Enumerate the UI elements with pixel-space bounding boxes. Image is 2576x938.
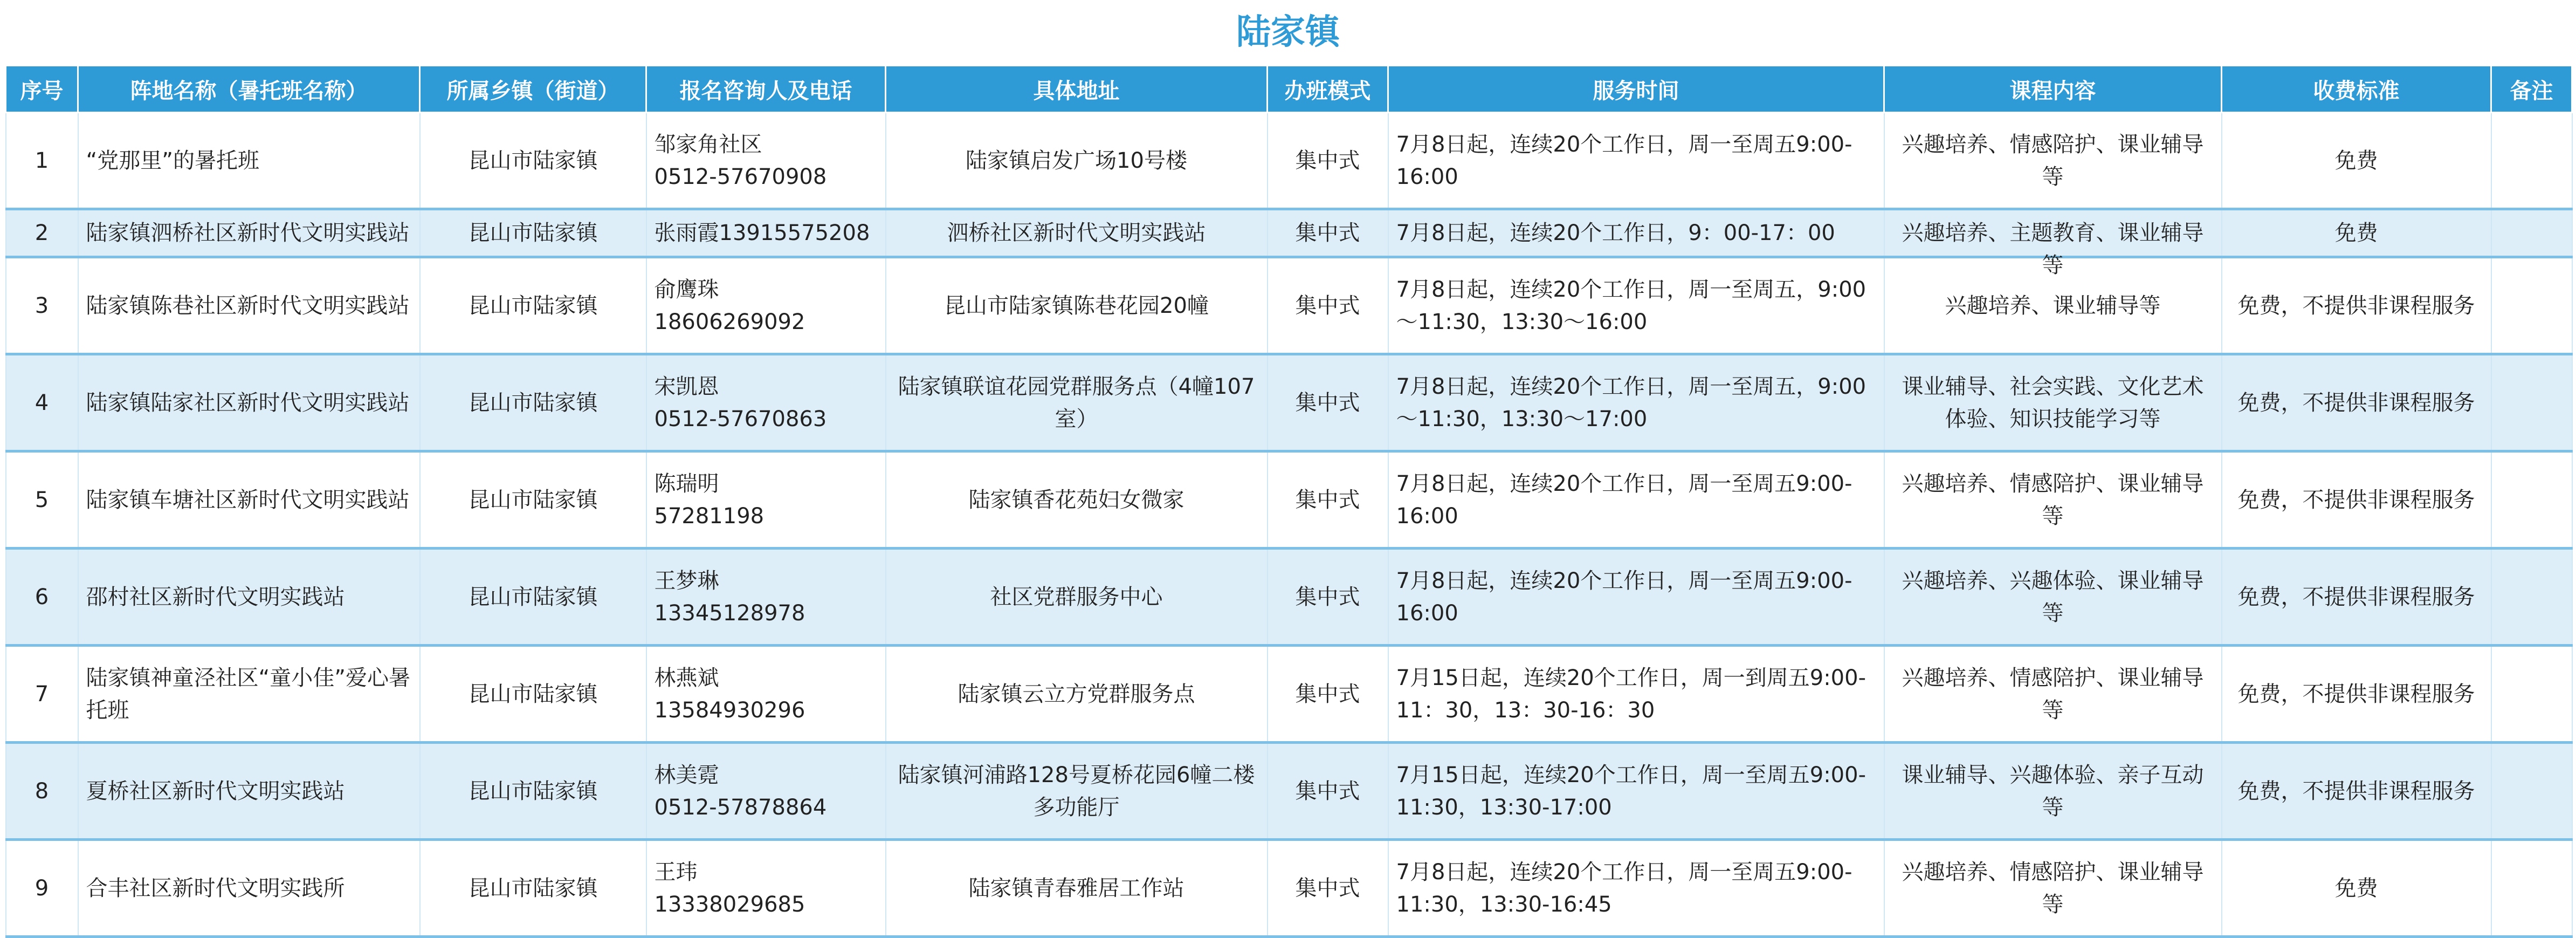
cell-note <box>2491 840 2572 937</box>
cell-fee: 免费 <box>2222 209 2491 257</box>
cell-time: 7月8日起，连续20个工作日，周一至周五9:00-16:00 <box>1388 113 1884 209</box>
cell-course: 课业辅导、兴趣体验、亲子互动等 <box>1884 743 2222 840</box>
table-row <box>6 113 2572 209</box>
cell-town: 昆山市陆家镇 <box>420 549 646 646</box>
cell-note <box>2491 451 2572 549</box>
cell-fee: 免费，不提供非课程服务 <box>2222 743 2491 840</box>
cell-time: 7月8日起，连续20个工作日，9：00-17：00 <box>1388 209 1884 257</box>
contact-phone: 0512-57670863 <box>654 406 827 432</box>
cell-note <box>2491 646 2572 743</box>
cell-address: 泗桥社区新时代文明实践站 <box>886 209 1268 257</box>
contact-name: 王梦琳 <box>654 568 719 593</box>
table-row <box>6 646 2572 743</box>
column-header: 收费标准 <box>2222 66 2491 113</box>
table-row <box>6 354 2572 451</box>
cell-note <box>2491 257 2572 354</box>
cell-no: 4 <box>6 354 78 451</box>
cell-address: 陆家镇云立方党群服务点 <box>886 646 1268 743</box>
cell-course: 兴趣培养、情感陪护、课业辅导等 <box>1884 113 2222 209</box>
contact-phone: 18606269092 <box>654 309 805 334</box>
column-header: 序号 <box>6 66 78 113</box>
cell-town: 昆山市陆家镇 <box>420 113 646 209</box>
table-row <box>6 209 2572 257</box>
contact-phone: 13338029685 <box>654 892 805 917</box>
cell-name: 合丰社区新时代文明实践所 <box>78 840 420 937</box>
cell-town: 昆山市陆家镇 <box>420 840 646 937</box>
cell-address: 陆家镇香花苑妇女微家 <box>886 451 1268 549</box>
column-header: 具体地址 <box>886 66 1268 113</box>
table-row <box>6 451 2572 549</box>
contact-phone: 13345128978 <box>654 600 805 626</box>
cell-note <box>2491 354 2572 451</box>
column-header: 所属乡镇（街道） <box>420 66 646 113</box>
cell-contact <box>646 113 886 209</box>
cell-address: 陆家镇启发广场10号楼 <box>886 113 1268 209</box>
cell-mode: 集中式 <box>1268 209 1388 257</box>
cell-time: 7月8日起，连续20个工作日，周一至周五，9:00～11:30，13:30～16:00 <box>1388 257 1884 354</box>
cell-no: 1 <box>6 113 78 209</box>
cell-address: 陆家镇联谊花园党群服务点（4幢107室） <box>886 354 1268 451</box>
cell-time: 7月8日起，连续20个工作日，周一至周五，9:00～11:30，13:30～17:00 <box>1388 354 1884 451</box>
column-header: 备注 <box>2491 66 2572 113</box>
contact-name: 邹家角社区 <box>654 132 762 157</box>
cell-contact <box>646 209 886 257</box>
cell-mode: 集中式 <box>1268 840 1388 937</box>
schedule-table <box>5 65 2573 938</box>
contact-phone: 0512-57878864 <box>654 795 827 820</box>
cell-note <box>2491 113 2572 209</box>
cell-address: 昆山市陆家镇陈巷花园20幢 <box>886 257 1268 354</box>
cell-fee: 免费，不提供非课程服务 <box>2222 549 2491 646</box>
cell-fee: 免费 <box>2222 113 2491 209</box>
cell-note <box>2491 209 2572 257</box>
cell-mode: 集中式 <box>1268 354 1388 451</box>
cell-name: 陆家镇神童泾社区“童小佳”爱心暑托班 <box>78 646 420 743</box>
cell-mode: 集中式 <box>1268 743 1388 840</box>
cell-name: “党那里”的暑托班 <box>78 113 420 209</box>
contact-name: 俞鹰珠 <box>654 277 719 302</box>
cell-no: 3 <box>6 257 78 354</box>
cell-contact <box>646 646 886 743</box>
contact-phone: 13584930296 <box>654 697 805 723</box>
cell-time: 7月15日起，连续20个工作日，周一到周五9:00-11：30，13：30-16：30 <box>1388 646 1884 743</box>
cell-contact <box>646 451 886 549</box>
contact-name: 王玮 <box>654 859 698 885</box>
contact-name: 张雨霞13915575208 <box>654 221 870 245</box>
contact-name: 宋凯恩 <box>654 374 719 399</box>
cell-contact <box>646 257 886 354</box>
column-header: 报名咨询人及电话 <box>646 66 886 113</box>
cell-address: 社区党群服务中心 <box>886 549 1268 646</box>
table-header-row <box>6 66 2572 113</box>
cell-course: 兴趣培养、情感陪护、课业辅导等 <box>1884 840 2222 937</box>
cell-course-text: 兴趣培养、主题教育、课业辅导等 <box>1902 221 2204 278</box>
cell-no: 6 <box>6 549 78 646</box>
contact-name: 陈瑞明 <box>654 471 719 496</box>
cell-time: 7月8日起，连续20个工作日，周一至周五9:00-11:30，13:30-16:45 <box>1388 840 1884 937</box>
cell-note <box>2491 549 2572 646</box>
cell-contact <box>646 354 886 451</box>
table-row <box>6 257 2572 354</box>
cell-no: 7 <box>6 646 78 743</box>
table-row <box>6 743 2572 840</box>
contact-name: 林美霓 <box>654 762 719 788</box>
cell-no: 2 <box>6 209 78 257</box>
column-header: 阵地名称（暑托班名称） <box>78 66 420 113</box>
contact-phone: 0512-57670908 <box>654 164 827 189</box>
cell-time: 7月8日起，连续20个工作日，周一至周五9:00-16:00 <box>1388 451 1884 549</box>
cell-address: 陆家镇青春雅居工作站 <box>886 840 1268 937</box>
cell-name: 夏桥社区新时代文明实践站 <box>78 743 420 840</box>
cell-name: 陆家镇陆家社区新时代文明实践站 <box>78 354 420 451</box>
column-header: 办班模式 <box>1268 66 1388 113</box>
cell-fee: 免费，不提供非课程服务 <box>2222 354 2491 451</box>
cell-course: 课业辅导、社会实践、文化艺术体验、知识技能学习等 <box>1884 354 2222 451</box>
cell-contact <box>646 743 886 840</box>
cell-town: 昆山市陆家镇 <box>420 646 646 743</box>
table-row <box>6 549 2572 646</box>
cell-course: 兴趣培养、课业辅导等 <box>1884 257 2222 354</box>
cell-no: 9 <box>6 840 78 937</box>
cell-course <box>1884 209 2222 278</box>
cell-fee: 免费，不提供非课程服务 <box>2222 646 2491 743</box>
table-row <box>6 840 2572 937</box>
cell-name: 陆家镇车塘社区新时代文明实践站 <box>78 451 420 549</box>
cell-note <box>2491 743 2572 840</box>
cell-time: 7月15日起，连续20个工作日，周一至周五9:00-11:30，13:30-17:00 <box>1388 743 1884 840</box>
cell-fee: 免费，不提供非课程服务 <box>2222 257 2491 354</box>
cell-town: 昆山市陆家镇 <box>420 743 646 840</box>
cell-time: 7月8日起，连续20个工作日，周一至周五9:00-16:00 <box>1388 549 1884 646</box>
cell-course: 兴趣培养、情感陪护、课业辅导等 <box>1884 451 2222 549</box>
cell-contact <box>646 840 886 937</box>
cell-name <box>78 209 420 257</box>
cell-mode: 集中式 <box>1268 646 1388 743</box>
cell-name-text: 陆家镇泗桥社区新时代文明实践站 <box>86 221 410 245</box>
contact-name: 林燕斌 <box>654 665 719 690</box>
cell-mode: 集中式 <box>1268 113 1388 209</box>
page-title: 陆家镇 <box>1236 12 1340 52</box>
cell-fee: 免费 <box>2222 840 2491 937</box>
cell-town: 昆山市陆家镇 <box>420 209 646 257</box>
contact-phone: 57281198 <box>654 503 764 529</box>
cell-fee: 免费，不提供非课程服务 <box>2222 451 2491 549</box>
cell-mode: 集中式 <box>1268 549 1388 646</box>
cell-town: 昆山市陆家镇 <box>420 257 646 354</box>
cell-address: 陆家镇河浦路128号夏桥花园6幢二楼多功能厅 <box>886 743 1268 840</box>
cell-course: 兴趣培养、情感陪护、课业辅导等 <box>1884 646 2222 743</box>
cell-no: 5 <box>6 451 78 549</box>
cell-mode: 集中式 <box>1268 451 1388 549</box>
cell-name: 陆家镇陈巷社区新时代文明实践站 <box>78 257 420 354</box>
column-header: 服务时间 <box>1388 66 1884 113</box>
cell-no: 8 <box>6 743 78 840</box>
cell-course: 兴趣培养、兴趣体验、课业辅导等 <box>1884 549 2222 646</box>
column-header: 课程内容 <box>1884 66 2222 113</box>
cell-contact <box>646 549 886 646</box>
cell-town: 昆山市陆家镇 <box>420 354 646 451</box>
cell-name: 邵村社区新时代文明实践站 <box>78 549 420 646</box>
cell-mode: 集中式 <box>1268 257 1388 354</box>
cell-town: 昆山市陆家镇 <box>420 451 646 549</box>
